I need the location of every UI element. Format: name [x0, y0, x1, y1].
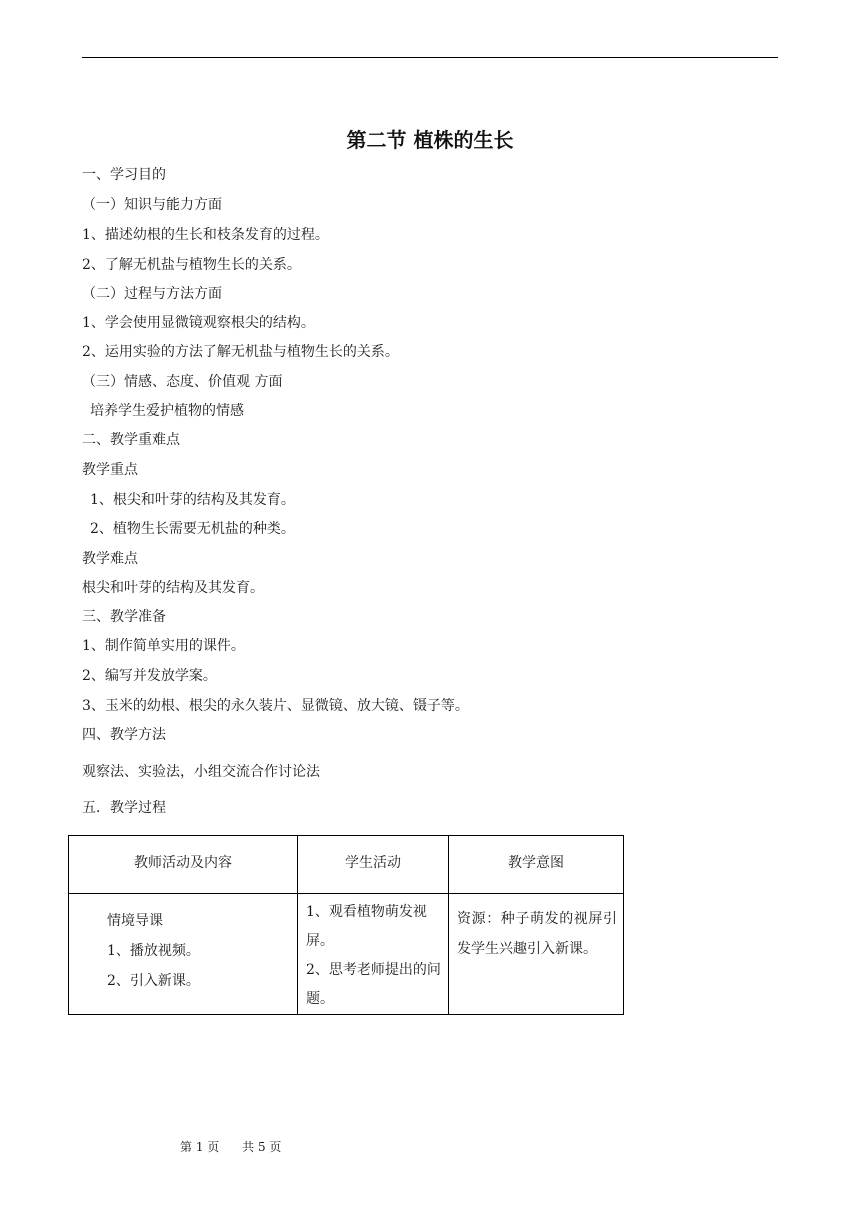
body-line: 教学重点 — [82, 462, 138, 478]
table-header-row — [69, 836, 624, 894]
body-line: 3、玉米的幼根、根尖的永久装片、显微镜、放大镜、镊子等。 — [82, 698, 469, 714]
body-line: 根尖和叶芽的结构及其发育。 — [82, 580, 264, 596]
page-footer — [180, 1138, 281, 1155]
body-line: 1、根尖和叶芽的结构及其发育。 — [90, 492, 295, 508]
page-total: 共 5 页 — [242, 1140, 282, 1154]
teaching-intent-cell — [449, 894, 624, 1015]
header-student-activity: 学生活动 — [298, 836, 449, 894]
body-line: 五．教学过程 — [82, 800, 166, 816]
page-title: 第二节 植株的生长 — [346, 128, 514, 152]
body-line: 教学难点 — [82, 551, 138, 567]
body-line: 一、学习目的 — [82, 167, 166, 183]
body-line: 2、编写并发放学案。 — [82, 668, 217, 684]
body-line: 2、植物生长需要无机盐的种类。 — [90, 521, 295, 537]
teacher-activity-line: 1、播放视频。 — [107, 943, 200, 959]
body-line: 2、了解无机盐与植物生长的关系。 — [82, 257, 301, 273]
body-line: 二、教学重难点 — [82, 432, 180, 448]
body-line: （一）知识与能力方面 — [82, 197, 222, 213]
teacher-activity-cell — [69, 894, 298, 1015]
header-rule — [82, 57, 778, 58]
body-line: 1、学会使用显微镜观察根尖的结构。 — [82, 315, 315, 331]
teacher-activity-line: 2、引入新课。 — [107, 973, 200, 989]
body-line: 培养学生爱护植物的情感 — [90, 403, 244, 419]
teacher-activity-line: 情境导课 — [107, 913, 163, 929]
student-activity-item: 2、思考老师提出的问题。 — [306, 962, 441, 1007]
table-row — [69, 894, 624, 1015]
student-activity-cell — [298, 894, 449, 1015]
teaching-intent-text: 资源：种子萌发的视屏引发学生兴趣引入新课。 — [457, 911, 617, 957]
body-line: 1、描述幼根的生长和枝条发育的过程。 — [82, 227, 329, 243]
page-number: 第 1 页 — [180, 1140, 220, 1154]
student-activity-item: 1、观看植物萌发视屏。 — [306, 904, 427, 949]
header-teaching-intent: 教学意图 — [449, 836, 624, 894]
header-teacher-activity: 教师活动及内容 — [69, 836, 298, 894]
body-line: 观察法、实验法，小组交流合作讨论法 — [82, 764, 320, 780]
body-line: 四、教学方法 — [82, 727, 166, 743]
teaching-process-table — [68, 835, 624, 1015]
body-line: 1、制作简单实用的课件。 — [82, 638, 245, 654]
body-line: （三）情感、态度、价值观 方面 — [82, 374, 283, 390]
body-line: 三、教学准备 — [82, 609, 166, 625]
body-line: （二）过程与方法方面 — [82, 286, 222, 302]
body-line: 2、运用实验的方法了解无机盐与植物生长的关系。 — [82, 344, 399, 360]
